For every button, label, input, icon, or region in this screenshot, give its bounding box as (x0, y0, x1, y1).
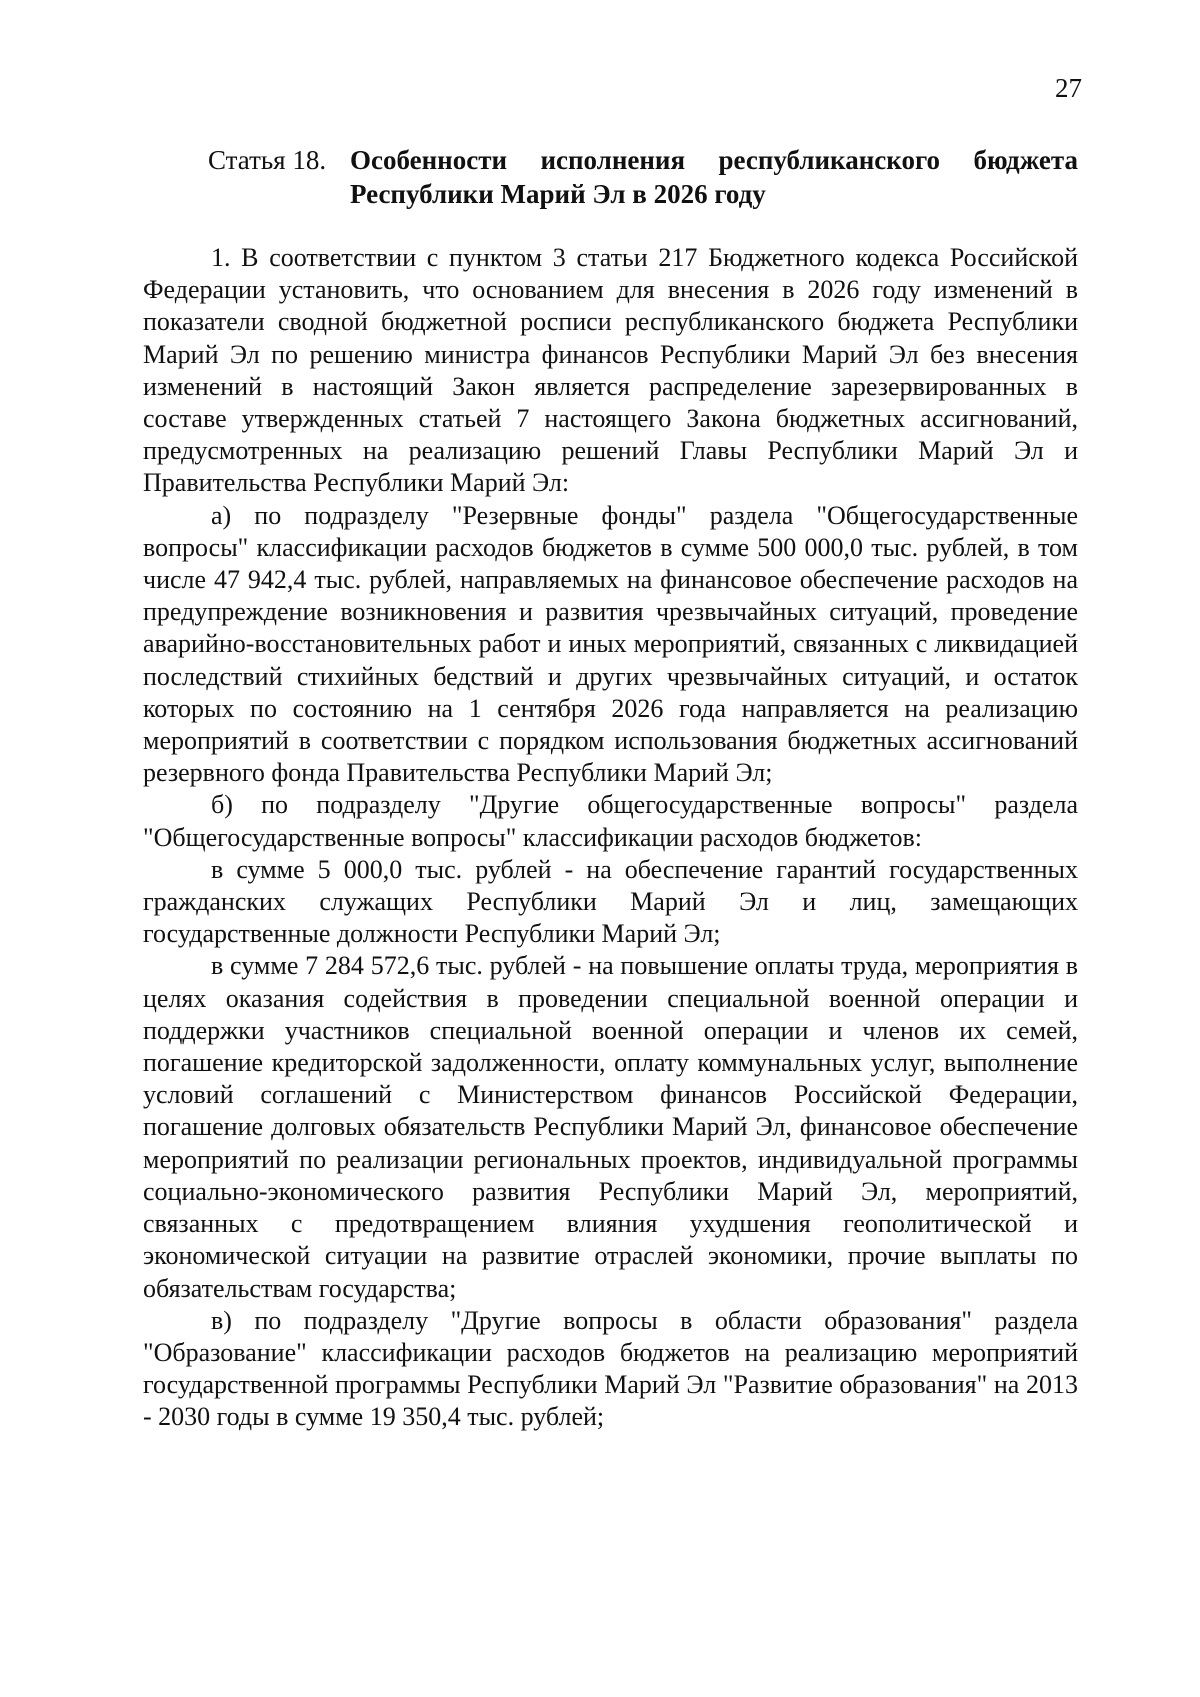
paragraph-sum-7284572: в сумме 7 284 572,6 тыс. рублей - на повышение оплаты труда, мероприятия в целях оказания содействия в проведении специальной военной операции и поддержки участников специальной военной операции и членов их семей, погашение кредиторской задолженности, оплату коммунальных услуг, выполнение условий соглашений с Министерством финансов Российской Федерации, погашение долговых обязательств Республики Марий Эл, финансовое обеспечение мероприятий по реализации региональных проектов, индивидуальной программы социально-экономического развития Республики Марий Эл, мероприятий, связанных с предотвращением влияния ухудшения геополитической и экономической ситуации на развитие отраслей экономики, прочие выплаты по обязательствам государства; (143, 951, 1085, 1303)
paragraph-subitem-a: а) по подразделу "Резервные фонды" раздела "Общегосударственные вопросы" классификации расходов бюджетов в сумме 500 000,0 тыс. рублей, в том числе 47 942,4 тыс. рублей, направляемых на финансовое обеспечение расходов на предупреждение возникновения и развития чрезвычайных ситуаций, проведение аварийно-восстановительных работ и иных мероприятий, связанных с ликвидацией последствий стихийных бедствий и других чрезвычайных ситуаций, и остаток которых по состоянию на 1 сентября 2026 года направляется на реализацию мероприятий в соответствии с порядком использования бюджетных ассигнований резервного фонда Правительства Республики Марий Эл; (143, 500, 1085, 788)
paragraph-1: 1. В соответствии с пунктом 3 статьи 217 Бюджетного кодекса Российской Федерации установить, что основанием для внесения в 2026 году изменений в показатели сводной бюджетной росписи республиканского бюджета Республики Марий Эл по решению министра финансов Республики Марий Эл без внесения изменений в настоящий Закон является распределение зарезервированных в составе утвержденных статьей 7 настоящего Закона бюджетных ассигнований, предусмотренных на реализацию решений Главы Республики Марий Эл и Правительства Республики Марий Эл: (143, 243, 1085, 498)
article-heading (208, 143, 1078, 211)
article-title: Особенности исполнения республиканского бюджета Республики Марий Эл в 2026 году (350, 145, 1078, 209)
paragraph-subitem-v: в) по подразделу "Другие вопросы в области образования" раздела "Образование" классификации расходов бюджетов на реализацию мероприятий государственной программы Республики Марий Эл "Развитие образования" на 2013 - 2030 годы в сумме 19 350,4 тыс. рублей; (143, 1305, 1085, 1432)
article-body (143, 242, 1085, 1434)
paragraph-subitem-b: б) по подразделу "Другие общегосударственные вопросы" раздела "Общегосударственные вопросы" классификации расходов бюджетов: (143, 790, 1085, 852)
article-label: Статья 18. (208, 145, 327, 175)
page-number: 27 (1055, 73, 1082, 103)
paragraph-sum-5000: в сумме 5 000,0 тыс. рублей - на обеспечение гарантий государственных гражданских служащих Республики Марий Эл и лиц, замещающих государственные должности Республики Марий Эл; (143, 854, 1085, 949)
